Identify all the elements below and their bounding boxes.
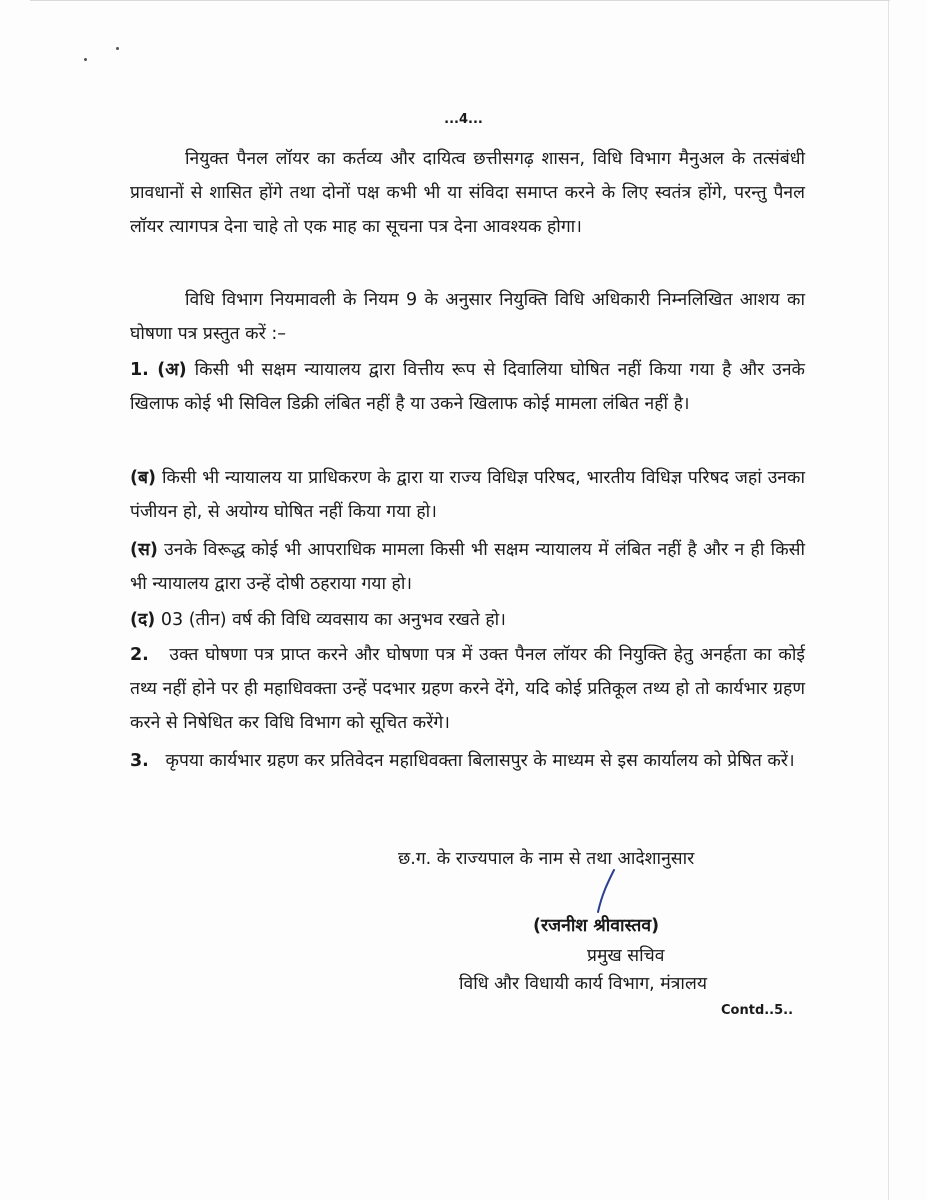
item-1a-label: 1. (अ) (130, 360, 187, 380)
paragraph-declaration-intro: विधि विभाग नियमावली के नियम 9 के अनुसार नियुक्ति विधि अधिकारी निम्नलिखित आशय का घोषणा पत्र प्रस्तुत करें :– (130, 290, 805, 344)
item-s (130, 533, 805, 601)
item-d (130, 603, 805, 637)
signature-mark (594, 868, 618, 916)
item-s-text: उनके विरूद्ध कोई भी आपराधिक मामला किसी भी सक्षम न्यायालय में लंबित नहीं है और न ही किसी भी न्यायालय द्वारा उन्हें दोषी ठहराया गया हो। (130, 540, 805, 594)
scan-top-edge (30, 0, 890, 11)
item-1a (130, 353, 805, 421)
signatory-name: (रजनीश श्रीवास्तव) (533, 916, 660, 936)
paragraph-duties: नियुक्त पैनल लॉयर का कर्तव्य और दायित्व छत्तीसगढ़ शासन, विधि विभाग मैनुअल के तत्संबंधी प्रावधानों से शासित होंगे तथा दोनों पक्ष कभी भी या संविदा समाप्त करने के लिए स्वतंत्र होंगे, परन्तु पैनल लॉयर त्यागपत्र देना चाहे तो एक माह का सूचना पत्र देना आवश्यक होगा। (130, 149, 805, 237)
item-b (130, 461, 805, 529)
item-2 (130, 638, 805, 740)
item-s-label: (स) (130, 540, 158, 560)
item-3 (130, 744, 805, 778)
scan-speck (84, 58, 87, 61)
item-3-label: 3. (130, 751, 149, 771)
item-2-label: 2. (130, 645, 149, 665)
item-d-text: 03 (तीन) वर्ष की विधि व्यवसाय का अनुभव रखते हो। (160, 610, 506, 630)
item-d-label: (द) (130, 610, 156, 630)
item-1a-text: किसी भी सक्षम न्यायालय द्वारा वित्तीय रूप से दिवालिया घोषित नहीं किया गया है और उनके खिलाफ कोई भी सिविल डिक्री लंबित नहीं है या उकने खिलाफ कोई मामला लंबित नहीं है। (130, 360, 805, 414)
continued-note: Contd..5.. (721, 1003, 794, 1018)
signatory-designation: प्रमुख सचिव (587, 946, 665, 966)
item-b-text: किसी भी न्यायालय या प्राधिकरण के द्वारा या राज्य विधिज्ञ परिषद, भारतीय विधिज्ञ परिषद जहां उनका पंजीयन हो, से अयोग्य घोषित नहीं किया गया हो। (130, 468, 805, 522)
signatory-department: विधि और विधायी कार्य विभाग, मंत्रालय (459, 974, 707, 994)
scan-right-edge (888, 0, 889, 1200)
page-number: ...4... (444, 112, 483, 127)
scan-speck (116, 47, 119, 50)
item-3-text: कृपया कार्यभार ग्रहण कर प्रतिवेदन महाधिवक्ता बिलासपुर के माध्यम से इस कार्यालय को प्रेषित करें। (165, 751, 795, 771)
order-line: छ.ग. के राज्यपाल के नाम से तथा आदेशानुसार (398, 849, 695, 869)
item-2-text: उक्त घोषणा पत्र प्राप्त करने और घोषणा पत्र में उक्त पैनल लॉयर की नियुक्ति हेतु अनर्हता का कोई तथ्य नहीं होने पर ही महाधिवक्ता उन्हें पदभार ग्रहण करने देंगे, यदि कोई प्रतिकूल तथ्य हो तो कार्यभार ग्रहण करने से निषेधित कर विधि विभाग को सूचित करेंगे। (130, 645, 805, 733)
item-b-label: (ब) (130, 468, 156, 488)
